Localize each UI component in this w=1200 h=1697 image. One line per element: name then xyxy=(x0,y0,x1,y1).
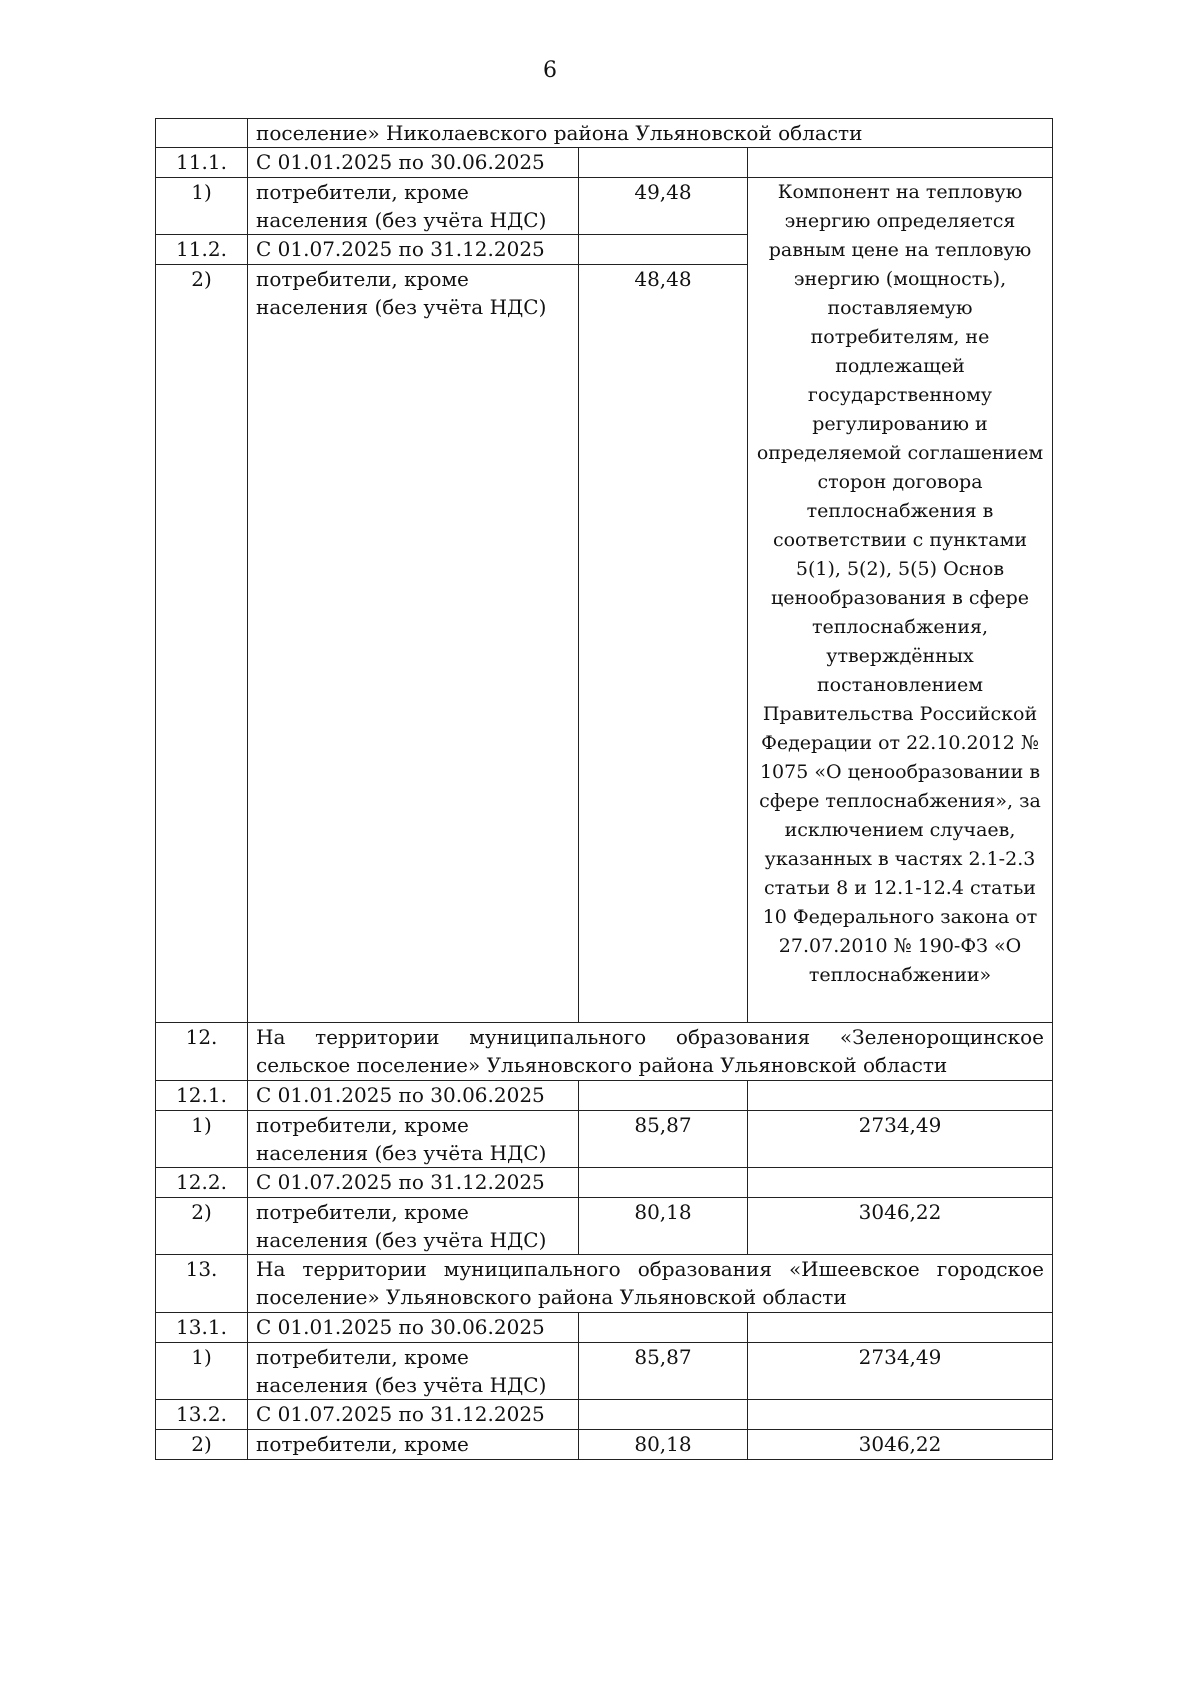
component-cell xyxy=(748,1168,1053,1198)
table-row xyxy=(156,1313,1053,1343)
component-price-cell: 3046,22 xyxy=(748,1430,1053,1460)
consumer-cell: потребители, кроме населения (без учёта НДС) xyxy=(248,178,579,235)
price-cell xyxy=(579,1081,748,1111)
row-number: 2) xyxy=(156,1198,248,1255)
price-cell xyxy=(579,235,748,265)
table-row xyxy=(156,178,1053,235)
table-row xyxy=(156,119,1053,148)
row-number: 1) xyxy=(156,1111,248,1168)
table-row xyxy=(156,1400,1053,1430)
price-cell: 49,48 xyxy=(579,178,748,235)
consumer-cell: потребители, кроме населения (без учёта НДС) xyxy=(248,1198,579,1255)
row-number: 11.1. xyxy=(156,148,248,178)
table-row xyxy=(156,1343,1053,1400)
tariff-table xyxy=(155,118,1053,1460)
table-row xyxy=(156,1023,1053,1081)
price-cell: 80,18 xyxy=(579,1430,748,1460)
row-number: 11.2. xyxy=(156,235,248,265)
price-cell: 85,87 xyxy=(579,1111,748,1168)
page-number: 6 xyxy=(543,58,557,83)
price-cell xyxy=(579,1168,748,1198)
component-cell xyxy=(748,1313,1053,1343)
consumer-cell: потребители, кроме xyxy=(248,1430,579,1460)
row-number: 1) xyxy=(156,178,248,235)
table-row xyxy=(156,1081,1053,1111)
table-row xyxy=(156,1430,1053,1460)
component-price-cell: 2734,49 xyxy=(748,1111,1053,1168)
price-cell: 48,48 xyxy=(579,265,748,1023)
consumer-cell: потребители, кроме населения (без учёта НДС) xyxy=(248,265,579,1023)
row-number: 13.2. xyxy=(156,1400,248,1430)
period-cell: С 01.01.2025 по 30.06.2025 xyxy=(248,1081,579,1111)
row-number: 13. xyxy=(156,1255,248,1313)
row-number: 2) xyxy=(156,265,248,1023)
period-cell: С 01.07.2025 по 31.12.2025 xyxy=(248,1400,579,1430)
component-price-cell: 3046,22 xyxy=(748,1198,1053,1255)
component-cell xyxy=(748,148,1053,178)
price-cell xyxy=(579,1313,748,1343)
component-note: Компонент на тепловую энергию определяется равным цене на тепловую энергию (мощность), поставляемую потребителям, не подлежащей государственному регулированию и определяемой соглашением сторон договора теплоснабжения в соответствии с пунктами 5(1), 5(2), 5(5) Основ ценообразования в сфере теплоснабжения, утверждённых постановлением Правительства Российской Федерации от 22.10.2012 № 1075 «О ценообразовании в сфере теплоснабжения», за исключением случаев, указанных в частях 2.1-2.3 статьи 8 и 12.1-12.4 статьи 10 Федерального закона от 27.07.2010 № 190-ФЗ «О теплоснабжении» xyxy=(748,178,1053,1023)
component-price-cell: 2734,49 xyxy=(748,1343,1053,1400)
component-cell xyxy=(748,1081,1053,1111)
row-number: 13.1. xyxy=(156,1313,248,1343)
table-row xyxy=(156,1198,1053,1255)
row-number: 1) xyxy=(156,1343,248,1400)
row-number: 12.1. xyxy=(156,1081,248,1111)
price-cell xyxy=(579,1400,748,1430)
price-cell: 80,18 xyxy=(579,1198,748,1255)
territory-heading: На территории муниципального образования «Ишеевское городское поселение» Ульяновского района Ульяновской области xyxy=(248,1255,1053,1313)
component-cell xyxy=(748,1400,1053,1430)
consumer-cell: потребители, кроме населения (без учёта НДС) xyxy=(248,1343,579,1400)
price-cell xyxy=(579,148,748,178)
territory-heading: На территории муниципального образования «Зеленорощинское сельское поселение» Ульяновского района Ульяновской области xyxy=(248,1023,1053,1081)
row-number-cell xyxy=(156,119,248,148)
table-row xyxy=(156,1255,1053,1313)
table-row xyxy=(156,1111,1053,1168)
period-cell: С 01.07.2025 по 31.12.2025 xyxy=(248,1168,579,1198)
price-cell: 85,87 xyxy=(579,1343,748,1400)
period-cell: С 01.07.2025 по 31.12.2025 xyxy=(248,235,579,265)
table-row xyxy=(156,148,1053,178)
row-number: 2) xyxy=(156,1430,248,1460)
consumer-cell: потребители, кроме населения (без учёта НДС) xyxy=(248,1111,579,1168)
table-row xyxy=(156,1168,1053,1198)
territory-heading: поселение» Николаевского района Ульяновской области xyxy=(248,119,1053,148)
row-number: 12.2. xyxy=(156,1168,248,1198)
period-cell: С 01.01.2025 по 30.06.2025 xyxy=(248,148,579,178)
row-number: 12. xyxy=(156,1023,248,1081)
period-cell: С 01.01.2025 по 30.06.2025 xyxy=(248,1313,579,1343)
